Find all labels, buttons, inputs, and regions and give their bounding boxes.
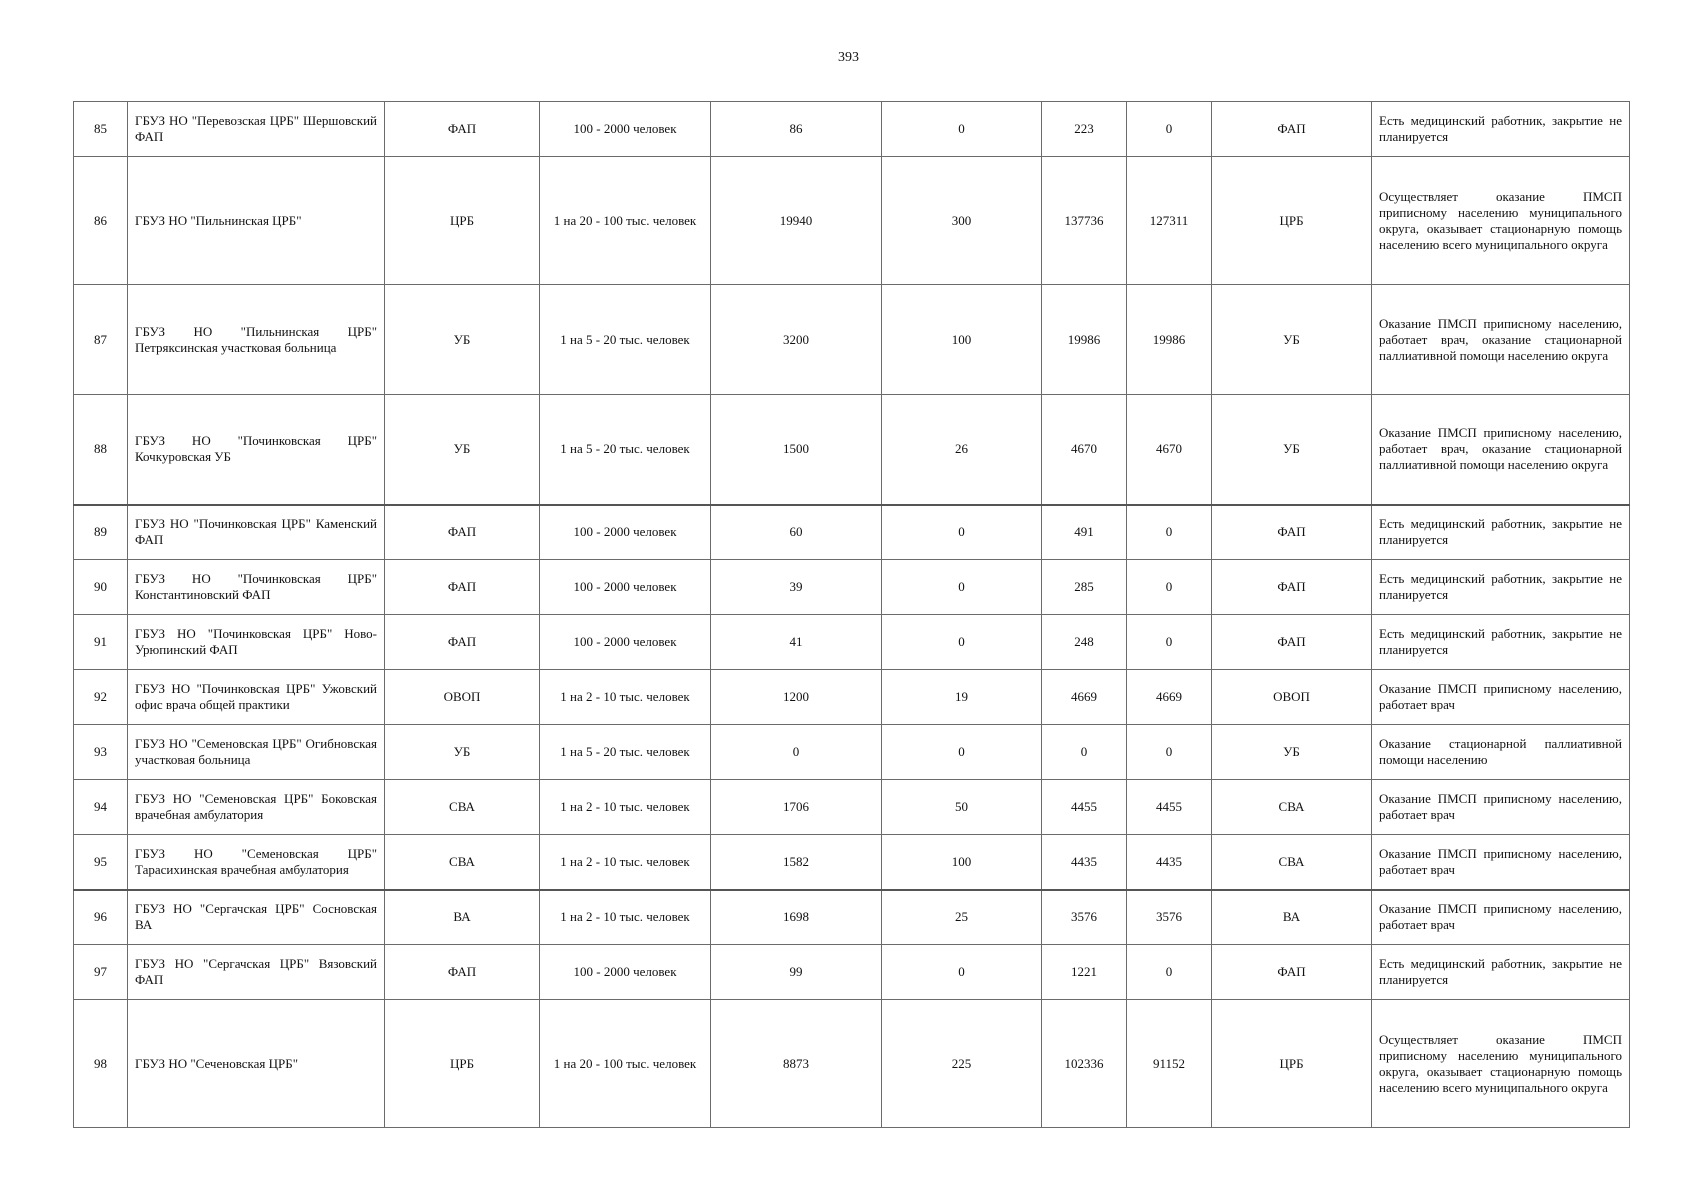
cell-note: Осуществляет оказание ПМСП приписному населению муниципального округа, оказывает стационарную помощь населению всего муниципального округа <box>1372 1000 1630 1128</box>
cell-value-1: 0 <box>711 725 882 780</box>
cell-facility-name: ГБУЗ НО "Починковская ЦРБ" Каменский ФАП <box>128 505 385 560</box>
cell-row-number: 96 <box>74 890 128 945</box>
cell-row-number: 91 <box>74 615 128 670</box>
cell-value-1: 1500 <box>711 395 882 505</box>
cell-row-number: 94 <box>74 780 128 835</box>
cell-row-number: 95 <box>74 835 128 890</box>
cell-note: Есть медицинский работник, закрытие не планируется <box>1372 505 1630 560</box>
cell-population-norm: 100 - 2000 человек <box>540 945 711 1000</box>
cell-value-2: 0 <box>882 725 1042 780</box>
table-row <box>74 1000 1630 1128</box>
table-row <box>74 780 1630 835</box>
cell-value-4: 0 <box>1127 615 1212 670</box>
cell-value-1: 86 <box>711 102 882 157</box>
cell-value-2: 0 <box>882 505 1042 560</box>
cell-note: Оказание ПМСП приписному населению, работает врач <box>1372 835 1630 890</box>
cell-facility-type: ФАП <box>385 102 540 157</box>
cell-facility-name: ГБУЗ НО "Сергачская ЦРБ" Сосновская ВА <box>128 890 385 945</box>
cell-value-3: 4455 <box>1042 780 1127 835</box>
cell-facility-type: ОВОП <box>385 670 540 725</box>
cell-facility-type: УБ <box>385 725 540 780</box>
cell-target-type: УБ <box>1212 285 1372 395</box>
cell-population-norm: 1 на 2 - 10 тыс. человек <box>540 780 711 835</box>
table-row <box>74 835 1630 890</box>
cell-facility-name: ГБУЗ НО "Семеновская ЦРБ" Боковская врачебная амбулатория <box>128 780 385 835</box>
cell-value-4: 4669 <box>1127 670 1212 725</box>
cell-population-norm: 100 - 2000 человек <box>540 615 711 670</box>
cell-value-4: 91152 <box>1127 1000 1212 1128</box>
cell-facility-type: УБ <box>385 285 540 395</box>
cell-note: Осуществляет оказание ПМСП приписному населению муниципального округа, оказывает стационарную помощь населению всего муниципального округа <box>1372 157 1630 285</box>
facility-table <box>73 101 1630 1128</box>
cell-value-4: 0 <box>1127 560 1212 615</box>
cell-value-3: 285 <box>1042 560 1127 615</box>
cell-value-3: 4669 <box>1042 670 1127 725</box>
cell-facility-type: ФАП <box>385 505 540 560</box>
cell-target-type: ФАП <box>1212 102 1372 157</box>
cell-facility-name: ГБУЗ НО "Починковская ЦРБ" Ужовский офис врача общей практики <box>128 670 385 725</box>
cell-value-2: 0 <box>882 102 1042 157</box>
cell-population-norm: 1 на 20 - 100 тыс. человек <box>540 1000 711 1128</box>
cell-value-1: 60 <box>711 505 882 560</box>
table-row <box>74 890 1630 945</box>
cell-target-type: ЦРБ <box>1212 1000 1372 1128</box>
page-number: 393 <box>838 50 859 65</box>
cell-facility-name: ГБУЗ НО "Сергачская ЦРБ" Вязовский ФАП <box>128 945 385 1000</box>
cell-target-type: СВА <box>1212 835 1372 890</box>
table-row <box>74 945 1630 1000</box>
cell-facility-name: ГБУЗ НО "Семеновская ЦРБ" Огибновская участковая больница <box>128 725 385 780</box>
cell-facility-name: ГБУЗ НО "Починковская ЦРБ" Константиновский ФАП <box>128 560 385 615</box>
cell-population-norm: 1 на 5 - 20 тыс. человек <box>540 725 711 780</box>
cell-value-3: 491 <box>1042 505 1127 560</box>
cell-facility-type: ФАП <box>385 945 540 1000</box>
cell-value-4: 0 <box>1127 102 1212 157</box>
cell-facility-name: ГБУЗ НО "Пильнинская ЦРБ" <box>128 157 385 285</box>
cell-value-4: 0 <box>1127 945 1212 1000</box>
cell-facility-type: СВА <box>385 780 540 835</box>
cell-note: Есть медицинский работник, закрытие не планируется <box>1372 102 1630 157</box>
cell-value-4: 0 <box>1127 505 1212 560</box>
table-row <box>74 157 1630 285</box>
cell-population-norm: 100 - 2000 человек <box>540 505 711 560</box>
cell-value-4: 4670 <box>1127 395 1212 505</box>
table-body <box>74 102 1630 1128</box>
cell-target-type: СВА <box>1212 780 1372 835</box>
cell-value-1: 1698 <box>711 890 882 945</box>
cell-value-3: 223 <box>1042 102 1127 157</box>
cell-population-norm: 1 на 2 - 10 тыс. человек <box>540 890 711 945</box>
cell-value-4: 19986 <box>1127 285 1212 395</box>
cell-row-number: 93 <box>74 725 128 780</box>
cell-population-norm: 100 - 2000 человек <box>540 102 711 157</box>
cell-target-type: ФАП <box>1212 560 1372 615</box>
cell-note: Оказание стационарной паллиативной помощи населению <box>1372 725 1630 780</box>
cell-value-1: 3200 <box>711 285 882 395</box>
cell-row-number: 98 <box>74 1000 128 1128</box>
cell-note: Оказание ПМСП приписному населению, работает врач <box>1372 890 1630 945</box>
cell-population-norm: 1 на 2 - 10 тыс. человек <box>540 670 711 725</box>
cell-facility-type: ЦРБ <box>385 1000 540 1128</box>
cell-facility-type: СВА <box>385 835 540 890</box>
cell-value-3: 4670 <box>1042 395 1127 505</box>
cell-value-2: 0 <box>882 560 1042 615</box>
cell-facility-type: ФАП <box>385 615 540 670</box>
cell-facility-name: ГБУЗ НО "Семеновская ЦРБ" Тарасихинская врачебная амбулатория <box>128 835 385 890</box>
cell-value-3: 248 <box>1042 615 1127 670</box>
cell-value-1: 1706 <box>711 780 882 835</box>
cell-population-norm: 100 - 2000 человек <box>540 560 711 615</box>
cell-value-2: 26 <box>882 395 1042 505</box>
cell-population-norm: 1 на 5 - 20 тыс. человек <box>540 395 711 505</box>
table-row <box>74 725 1630 780</box>
cell-facility-name: ГБУЗ НО "Починковская ЦРБ" Ново-Урюпинский ФАП <box>128 615 385 670</box>
cell-value-2: 100 <box>882 285 1042 395</box>
cell-value-4: 3576 <box>1127 890 1212 945</box>
cell-facility-name: ГБУЗ НО "Сеченовская ЦРБ" <box>128 1000 385 1128</box>
cell-population-norm: 1 на 2 - 10 тыс. человек <box>540 835 711 890</box>
cell-target-type: ВА <box>1212 890 1372 945</box>
cell-facility-type: ЦРБ <box>385 157 540 285</box>
cell-row-number: 85 <box>74 102 128 157</box>
cell-facility-type: ВА <box>385 890 540 945</box>
cell-target-type: ОВОП <box>1212 670 1372 725</box>
cell-value-2: 300 <box>882 157 1042 285</box>
cell-value-1: 8873 <box>711 1000 882 1128</box>
cell-value-3: 3576 <box>1042 890 1127 945</box>
cell-note: Оказание ПМСП приписному населению, работает врач <box>1372 780 1630 835</box>
cell-value-2: 225 <box>882 1000 1042 1128</box>
cell-value-4: 0 <box>1127 725 1212 780</box>
cell-value-2: 25 <box>882 890 1042 945</box>
cell-note: Есть медицинский работник, закрытие не планируется <box>1372 615 1630 670</box>
cell-value-1: 39 <box>711 560 882 615</box>
cell-note: Есть медицинский работник, закрытие не планируется <box>1372 945 1630 1000</box>
table-row <box>74 615 1630 670</box>
cell-value-3: 19986 <box>1042 285 1127 395</box>
cell-value-2: 100 <box>882 835 1042 890</box>
cell-row-number: 88 <box>74 395 128 505</box>
cell-value-3: 1221 <box>1042 945 1127 1000</box>
cell-value-2: 0 <box>882 945 1042 1000</box>
cell-value-2: 0 <box>882 615 1042 670</box>
cell-population-norm: 1 на 20 - 100 тыс. человек <box>540 157 711 285</box>
cell-facility-name: ГБУЗ НО "Перевозская ЦРБ" Шершовский ФАП <box>128 102 385 157</box>
cell-row-number: 90 <box>74 560 128 615</box>
table-row <box>74 102 1630 157</box>
cell-facility-type: ФАП <box>385 560 540 615</box>
cell-value-1: 41 <box>711 615 882 670</box>
cell-value-3: 102336 <box>1042 1000 1127 1128</box>
cell-value-1: 99 <box>711 945 882 1000</box>
cell-facility-type: УБ <box>385 395 540 505</box>
cell-row-number: 92 <box>74 670 128 725</box>
cell-target-type: УБ <box>1212 395 1372 505</box>
cell-row-number: 87 <box>74 285 128 395</box>
cell-value-4: 4455 <box>1127 780 1212 835</box>
cell-target-type: ФАП <box>1212 505 1372 560</box>
table-row <box>74 395 1630 505</box>
table-row <box>74 670 1630 725</box>
table-row <box>74 505 1630 560</box>
cell-row-number: 89 <box>74 505 128 560</box>
cell-value-4: 4435 <box>1127 835 1212 890</box>
cell-value-3: 4435 <box>1042 835 1127 890</box>
cell-value-2: 50 <box>882 780 1042 835</box>
cell-value-3: 137736 <box>1042 157 1127 285</box>
cell-target-type: ФАП <box>1212 615 1372 670</box>
cell-note: Оказание ПМСП приписному населению, работает врач, оказание стационарной паллиативной помощи населению округа <box>1372 395 1630 505</box>
cell-value-4: 127311 <box>1127 157 1212 285</box>
cell-target-type: УБ <box>1212 725 1372 780</box>
cell-note: Оказание ПМСП приписному населению, работает врач, оказание стационарной паллиативной помощи населению округа <box>1372 285 1630 395</box>
cell-facility-name: ГБУЗ НО "Пильнинская ЦРБ" Петряксинская участковая больница <box>128 285 385 395</box>
cell-value-1: 1200 <box>711 670 882 725</box>
cell-target-type: ЦРБ <box>1212 157 1372 285</box>
cell-population-norm: 1 на 5 - 20 тыс. человек <box>540 285 711 395</box>
table-row <box>74 560 1630 615</box>
cell-note: Оказание ПМСП приписному населению, работает врач <box>1372 670 1630 725</box>
cell-value-2: 19 <box>882 670 1042 725</box>
cell-target-type: ФАП <box>1212 945 1372 1000</box>
table-row <box>74 285 1630 395</box>
cell-value-1: 1582 <box>711 835 882 890</box>
cell-row-number: 97 <box>74 945 128 1000</box>
cell-facility-name: ГБУЗ НО "Починковская ЦРБ" Кочкуровская УБ <box>128 395 385 505</box>
cell-row-number: 86 <box>74 157 128 285</box>
cell-value-3: 0 <box>1042 725 1127 780</box>
cell-note: Есть медицинский работник, закрытие не планируется <box>1372 560 1630 615</box>
cell-value-1: 19940 <box>711 157 882 285</box>
